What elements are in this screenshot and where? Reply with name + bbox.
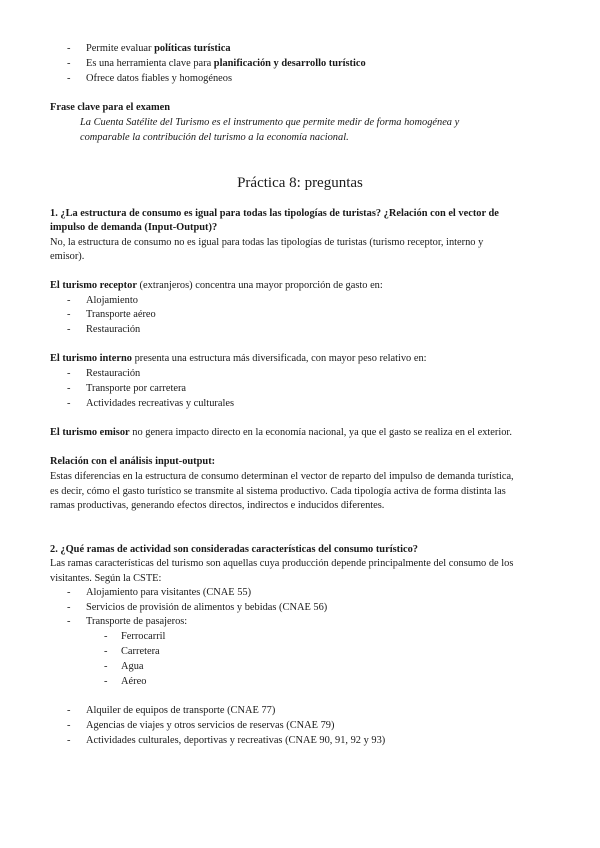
interno-item: Transporte por carretera [86,383,187,394]
emisor-paragraph: El turismo emisor no genera impacto directo en la economía nacional, ya que el gasto se realiza en el exterior. [50,427,512,438]
bullet-dash: - [104,676,108,687]
bullet-dash: - [67,73,71,84]
io-line-2: es decir, cómo el gasto turístico se transmite al sistema productivo. Cada tipología activa de forma distinta las [50,486,506,497]
interno-item: Actividades recreativas y culturales [86,398,235,409]
answer-1-line-2: emisor). [50,251,85,262]
bullet-dash: - [67,295,71,306]
bullet-dash: - [67,616,71,627]
question-1-line-1: 1. ¿La estructura de consumo es igual para todas las tipologías de turistas? ¿Relación con el vector de [50,208,499,219]
bullet-dash: - [67,383,71,394]
bullet-dash: - [67,43,71,54]
transport-item: Aéreo [121,676,147,687]
io-heading: Relación con el análisis input-output: [50,456,216,467]
q2-item: Actividades culturales, deportivas y recreativas (CNAE 90, 91, 92 y 93) [86,735,386,746]
q2-item: Agencias de viajes y otros servicios de reservas (CNAE 79) [86,720,335,731]
bullet-dash: - [67,309,71,320]
bullet-dash: - [104,631,108,642]
q2-line-1: Las ramas características del turismo son aquellas cuya producción depende principalmente del consumo de los [50,558,514,569]
intro-bullet-2: Es una herramienta clave para planificación y desarrollo turístico [86,58,366,69]
interno-paragraph: El turismo interno presenta una estructura más diversificada, con mayor peso relativo en: [50,353,427,364]
bullet-dash: - [67,398,71,409]
bullet-dash: - [67,324,71,335]
bullet-dash: - [67,705,71,716]
q2-item: Servicios de provisión de alimentos y bebidas (CNAE 56) [86,602,328,613]
bullet-dash: - [67,602,71,613]
transport-item: Agua [121,661,144,672]
frase-line-1: La Cuenta Satélite del Turismo es el instrumento que permite medir de forma homogénea y [80,117,460,128]
intro-bullet-3: Ofrece datos fiables y homogéneos [86,73,232,84]
receptor-item: Transporte aéreo [86,309,156,320]
frase-label: Frase clave para el examen [50,102,171,113]
bullet-dash: - [67,587,71,598]
bullet-dash: - [67,368,71,379]
bullet-dash: - [104,661,108,672]
q2-line-2: visitantes. Según la CSTE: [50,573,162,584]
io-line-3: ramas productivas, generando efectos directos, indirectos e inducidos diferentes. [50,500,385,511]
question-1-line-2: impulso de demanda (Input-Output)? [50,222,218,233]
interno-item: Restauración [86,368,141,379]
bullet-dash: - [67,720,71,731]
transport-item: Carretera [121,646,160,657]
bullet-dash: - [104,646,108,657]
io-line-1: Estas diferencias en la estructura de consumo determinan el vector de reparto del impulso de demanda turística, [50,471,514,482]
frase-line-2: comparable la contribución del turismo a la economía nacional. [80,132,349,143]
question-2-heading: 2. ¿Qué ramas de actividad son consideradas características del consumo turístico? [50,544,418,555]
intro-bullet-1: Permite evaluar políticas turística [86,43,231,54]
bullet-dash: - [67,58,71,69]
receptor-paragraph: El turismo receptor (extranjeros) concentra una mayor proporción de gasto en: [50,280,383,291]
answer-1-line-1: No, la estructura de consumo no es igual para todas las tipologías de turistas (turismo receptor, interno y [50,237,484,248]
transport-item: Ferrocarril [121,631,166,642]
bullet-dash: - [67,735,71,746]
page-title: Práctica 8: preguntas [237,175,363,191]
q2-item: Alojamiento para visitantes (CNAE 55) [86,587,252,598]
q2-item: Transporte de pasajeros: [86,616,188,627]
receptor-item: Alojamiento [86,295,138,306]
q2-item: Alquiler de equipos de transporte (CNAE 77) [86,705,276,716]
receptor-item: Restauración [86,324,141,335]
